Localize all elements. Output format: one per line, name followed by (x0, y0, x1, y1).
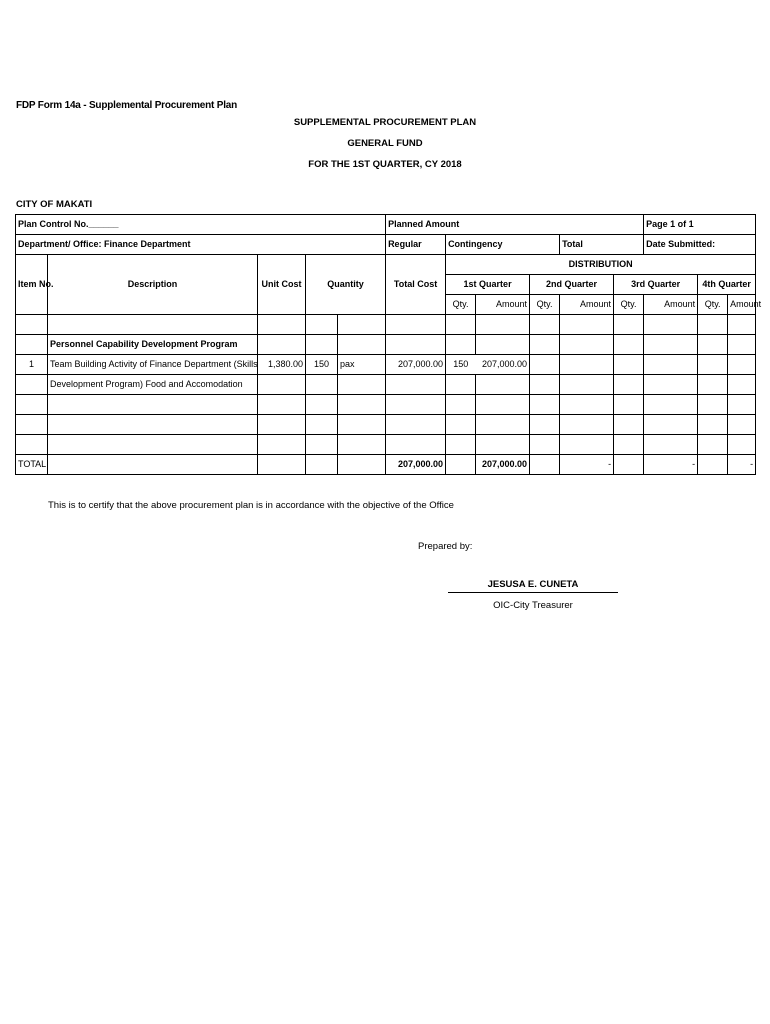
department-label: Department/ Office: Finance Department (16, 235, 386, 255)
table-row (16, 395, 756, 415)
procurement-plan-table (15, 214, 762, 475)
col-q4: 4th Quarter (698, 275, 756, 295)
col-q2: 2nd Quarter (530, 275, 614, 295)
date-submitted-label: Date Submitted: (644, 235, 756, 255)
certification-text: This is to certify that the above procurement plan is in accordance with the objective of the Office (48, 500, 454, 511)
total-q1-amount: 207,000.00 (476, 455, 530, 475)
col-unit-cost: Unit Cost (258, 255, 306, 315)
contingency-label: Contingency (446, 235, 560, 255)
document-title: SUPPLEMENTAL PROCUREMENT PLAN (293, 117, 477, 128)
planned-amount-label: Planned Amount (386, 215, 644, 235)
signatory-name: JESUSA E. CUNETA (448, 579, 618, 593)
total-q2-amount: - (560, 455, 614, 475)
fund-label: GENERAL FUND (347, 138, 423, 149)
total-label: Total (560, 235, 644, 255)
info-row-2 (16, 235, 756, 255)
col-distribution: DISTRIBUTION (446, 255, 756, 275)
city-label: CITY OF MAKATI (16, 199, 93, 210)
col-q1: 1st Quarter (446, 275, 530, 295)
col-item-no: Item No. (16, 255, 48, 315)
item-unit: pax (338, 355, 386, 375)
item-description: Team Building Activity of Finance Department (Skills (48, 355, 258, 375)
signatory-position: OIC-City Treasurer (493, 600, 573, 611)
form-code: FDP Form 14a - Supplemental Procurement Plan (16, 100, 238, 111)
col-quantity: Quantity (306, 255, 386, 315)
col-q1-amount: Amount (476, 295, 530, 315)
col-q3-amount: Amount (644, 295, 698, 315)
table-row (16, 415, 756, 435)
regular-label: Regular (386, 235, 446, 255)
item-description-cont: Development Program) Food and Accomodation (48, 375, 258, 395)
total-row (16, 455, 756, 475)
total-q3-amount: - (644, 455, 698, 475)
info-row-1 (16, 215, 756, 235)
table-row (16, 375, 756, 395)
col-q4-qty: Qty. (698, 295, 728, 315)
total-cost-sum: 207,000.00 (386, 455, 446, 475)
col-q2-qty: Qty. (530, 295, 560, 315)
program-row (16, 335, 756, 355)
item-q1-amount: 207,000.00 (476, 355, 530, 375)
table-row (16, 355, 756, 375)
page-label: Page 1 of 1 (644, 215, 756, 235)
col-q4-amount: Amount (728, 295, 756, 315)
item-no: 1 (16, 355, 48, 375)
col-q3-qty: Qty. (614, 295, 644, 315)
table-row (16, 435, 756, 455)
col-description: Description (48, 255, 258, 315)
item-qty: 150 (306, 355, 338, 375)
item-total-cost: 207,000.00 (386, 355, 446, 375)
col-q3: 3rd Quarter (614, 275, 698, 295)
item-q1-qty: 150 (446, 355, 476, 375)
prepared-by-label: Prepared by: (418, 541, 473, 552)
total-q4-amount: - (728, 455, 756, 475)
col-total-cost: Total Cost (386, 255, 446, 315)
plan-control-label: Plan Control No.______ (16, 215, 386, 235)
item-unit-cost: 1,380.00 (258, 355, 306, 375)
period-label: FOR THE 1ST QUARTER, CY 2018 (308, 159, 462, 170)
header-row-1 (16, 255, 756, 275)
total-row-label: TOTAL (16, 455, 48, 475)
table-row (16, 315, 756, 335)
program-name: Personnel Capability Development Program (48, 335, 258, 355)
col-q1-qty: Qty. (446, 295, 476, 315)
col-q2-amount: Amount (560, 295, 614, 315)
